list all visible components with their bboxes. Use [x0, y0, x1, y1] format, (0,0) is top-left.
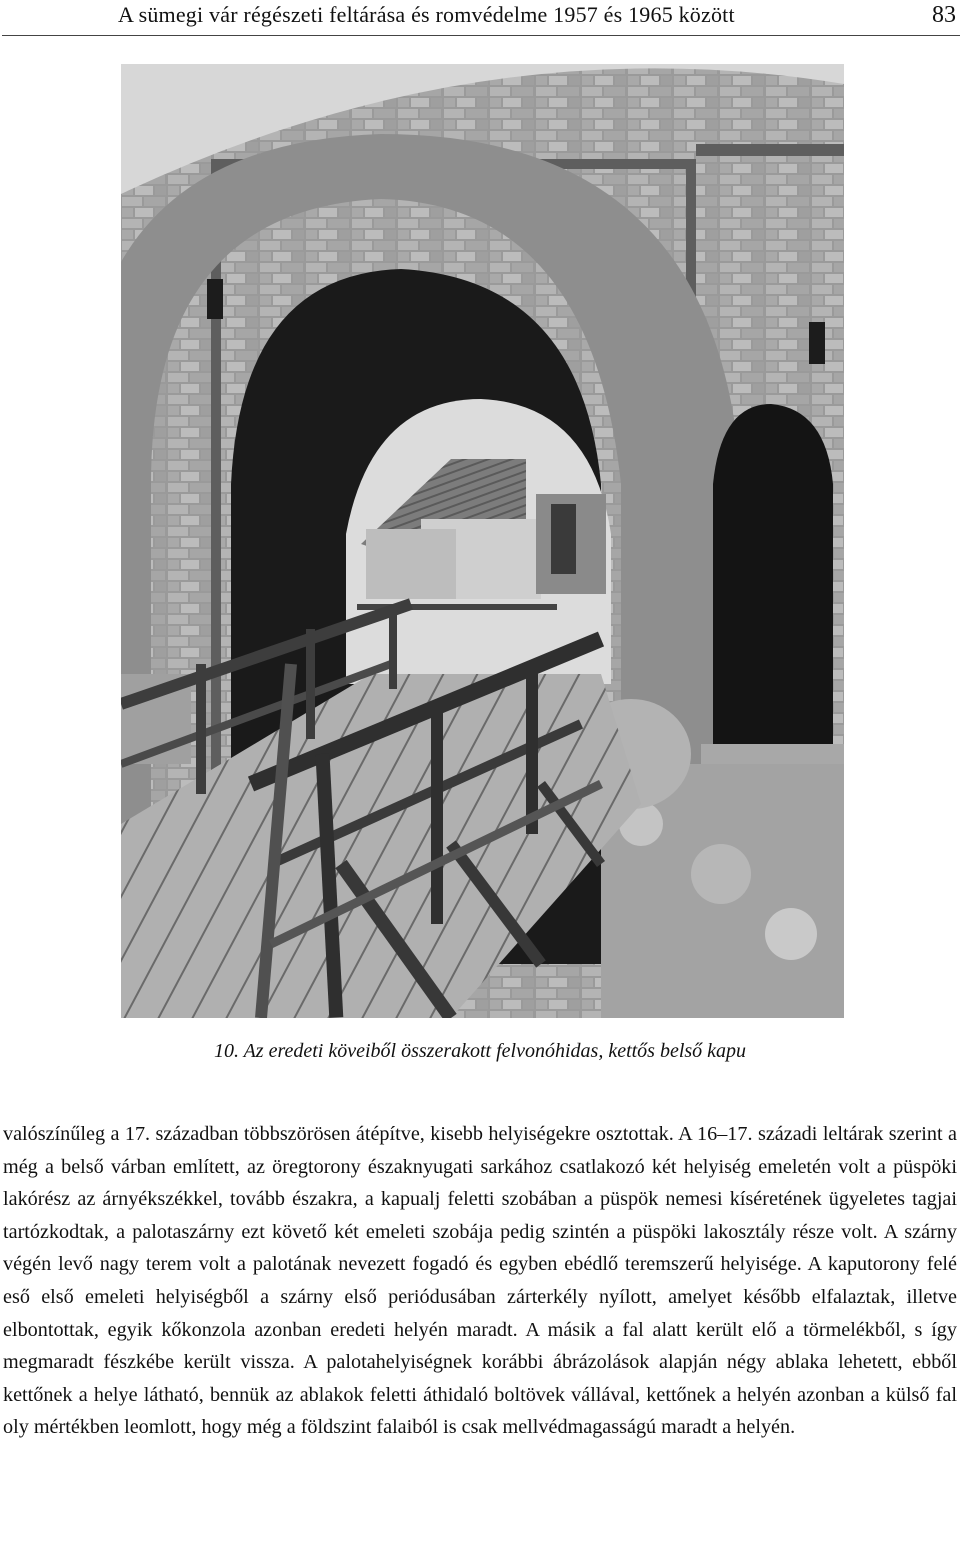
- photo-illustration: [121, 64, 844, 1018]
- castle-gate-photograph: [121, 64, 844, 1018]
- running-head: [0, 0, 960, 36]
- running-title: A sümegi vár régészeti feltárása és romvédelme 1957 és 1965 között: [118, 2, 735, 27]
- figure-caption: 10. Az eredeti köveiből összerakott felvonóhidas, kettős belső kapu: [213, 1040, 747, 1062]
- page-number: 83: [932, 2, 956, 28]
- body-paragraph: valószínűleg a 17. században többszörösen átépítve, kisebb helyiségekre osztottak. A 16–17. századi leltárak szerint a még a belső várban említett, az öregtorony északnyugati sarkához csatlakozó két helyiség emeletén volt a püspöki lakórész az árnyékszékkel, tovább északra, a kapualj feletti szobában a püspök nemesi kíséretének ügyeletes tagjai tartózkodtak, a palotaszárny ezt követő két emeleti szobája pedig szintén a püspöki lakosztály része volt. A szárny végén levő nagy terem volt a palotának nevezett fogadó és egyben ebédlő teremszerű helyisége. A kaputorony felé eső első emeleti helyiségből a szárny első periódusában zárterkély nyílott, amelyet később elfalaztak, illetve elbontottak, egyik kőkonzola azonban eredeti helyén maradt. A másik a fal alatt került elő a törmelékből, s így megmaradt fészkébe került vissza. A palotahelyiségnek korábbi ábrázolások alapján négy ablaka lehetett, ebből kettőnek a helye látható, bennük az ablakok feletti áthidaló boltövek vállával, kettőnek a helyén azonban a külső fal oly mértékben leomlott, hogy még a földszint falaiból is csak mellvédmagasságú maradt a helyén.: [3, 1123, 957, 1439]
- header-rule: [2, 35, 960, 36]
